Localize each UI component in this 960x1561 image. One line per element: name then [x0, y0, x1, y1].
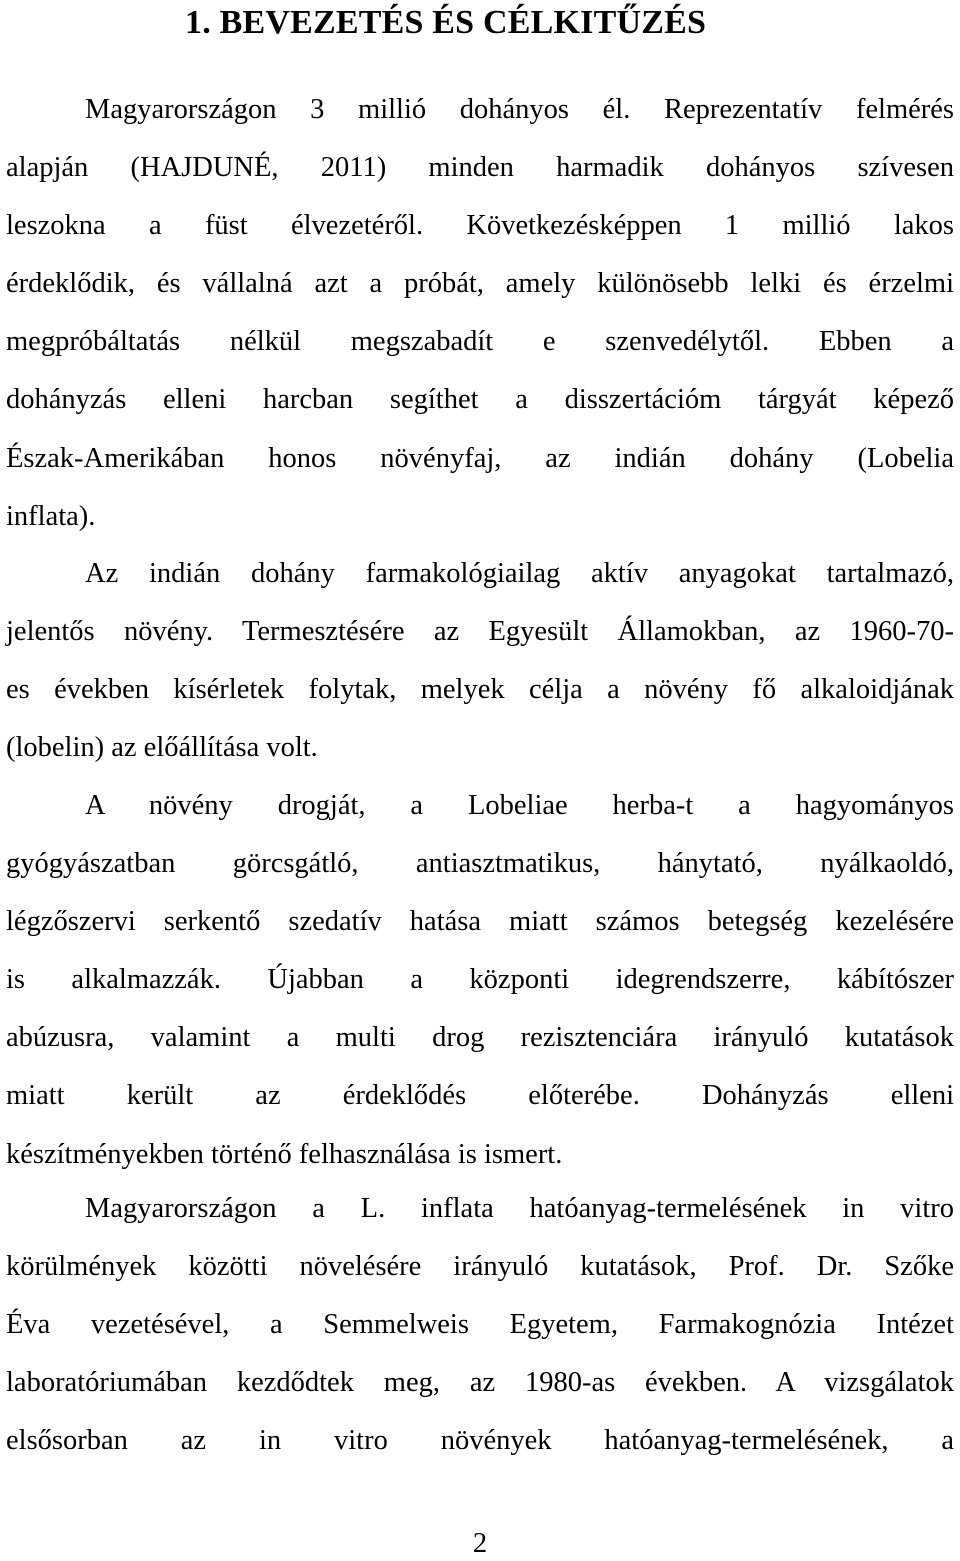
text-line: érdeklődik, és vállalná azt a próbát, amely különösebb lelki és érzelmi — [6, 268, 954, 300]
text-line: körülmények közötti növelésére irányuló kutatások, Prof. Dr. Szőke — [6, 1251, 954, 1283]
text-line: Magyarországon a L. inflata hatóanyag-termelésének in vitro — [85, 1193, 954, 1224]
text-line: készítményekben történő felhasználása is ismert. — [6, 1138, 563, 1170]
text-line: laboratóriumában kezdődtek meg, az 1980-as években. A vizsgálatok — [6, 1367, 954, 1399]
chapter-heading: 1. BEVEZETÉS ÉS CÉLKITŰZÉS — [185, 4, 707, 41]
paragraph-3 — [6, 777, 954, 1184]
text-line: Észak-Amerikában honos növényfaj, az indián dohány (Lobelia — [6, 442, 954, 474]
text-line: leszokna a füst élvezetéről. Következésképpen 1 millió lakos — [6, 210, 954, 242]
text-line: dohányzás elleni harcban segíthet a disszertációm tárgyát képező — [6, 384, 954, 416]
text-line: Éva vezetésével, a Semmelweis Egyetem, Farmakognózia Intézet — [6, 1309, 954, 1341]
paragraph-2 — [6, 545, 954, 777]
text-line: gyógyászatban görcsgátló, antiasztmatikus, hánytató, nyálkaoldó, — [6, 848, 954, 880]
text-line: miatt került az érdeklődés előterébe. Dohányzás elleni — [6, 1080, 954, 1112]
text-line: megpróbáltatás nélkül megszabadít e szenvedélytől. Ebben a — [6, 326, 954, 358]
paragraph-4 — [6, 1180, 954, 1470]
text-line: jelentős növény. Termesztésére az Egyesült Államokban, az 1960-70- — [6, 616, 954, 648]
text-line: (lobelin) az előállítása volt. — [6, 732, 318, 764]
text-line: elsősorban az in vitro növények hatóanyag-termelésének, a — [6, 1425, 954, 1457]
text-line: Az indián dohány farmakológiailag aktív anyagokat tartalmazó, — [85, 558, 954, 589]
text-line: is alkalmazzák. Újabban a központi idegrendszerre, kábítószer — [6, 964, 954, 996]
text-line: Magyarországon 3 millió dohányos él. Reprezentatív felmérés — [85, 94, 954, 125]
text-line: abúzusra, valamint a multi drog rezisztenciára irányuló kutatások — [6, 1022, 954, 1054]
page-number: 2 — [472, 1528, 488, 1559]
text-line: A növény drogját, a Lobeliae herba-t a hagyományos — [85, 790, 954, 821]
text-line: légzőszervi serkentő szedatív hatása miatt számos betegség kezelésére — [6, 906, 954, 938]
paragraph-1 — [6, 81, 954, 546]
text-line: es években kísérletek folytak, melyek célja a növény fő alkaloidjának — [6, 674, 954, 706]
text-line: inflata). — [6, 500, 96, 532]
text-line: alapján (HAJDUNÉ, 2011) minden harmadik dohányos szívesen — [6, 152, 954, 184]
